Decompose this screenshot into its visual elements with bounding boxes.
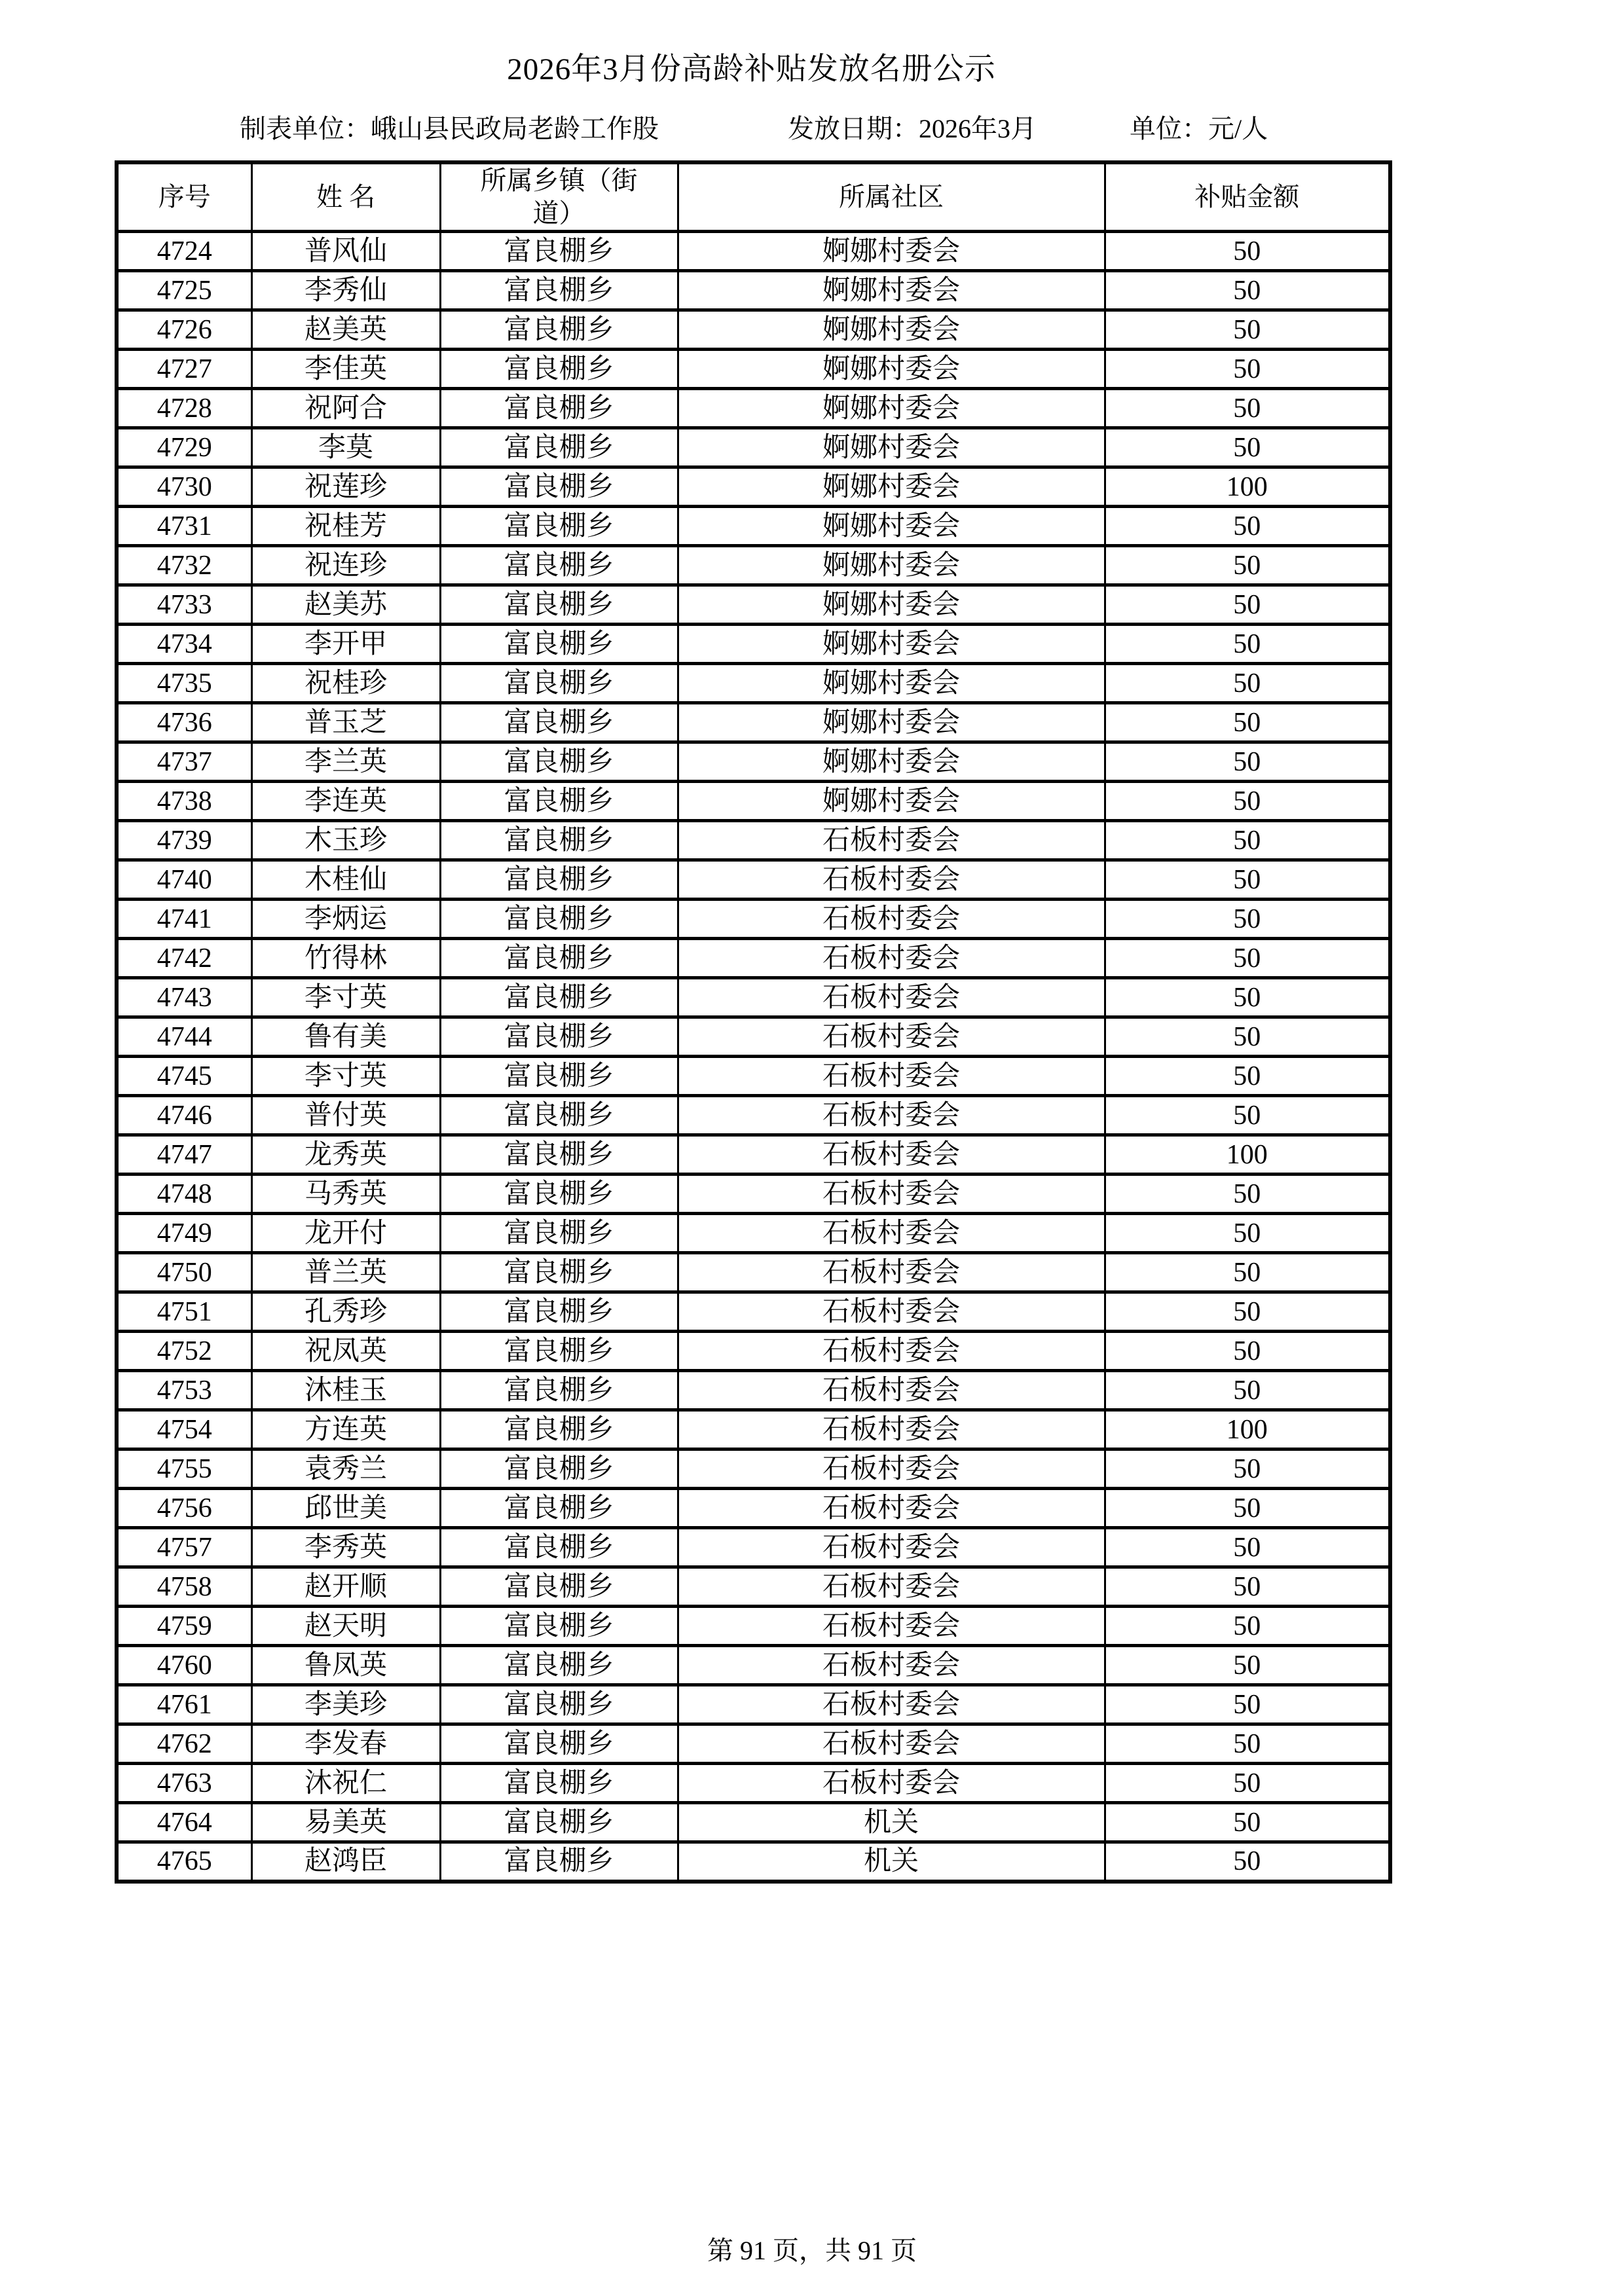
cell-community: 石板村委会 [678,1764,1105,1803]
table-row [117,389,1390,428]
cell-serial: 4731 [117,507,251,546]
cell-serial: 4749 [117,1214,251,1253]
cell-serial: 4748 [117,1175,251,1214]
cell-amount: 50 [1105,742,1390,782]
cell-name: 李炳运 [251,900,440,939]
cell-amount: 50 [1105,585,1390,625]
cell-township: 富良棚乡 [440,1449,678,1489]
cell-community: 石板村委会 [678,860,1105,900]
cell-name: 赵美苏 [251,585,440,625]
cell-township: 富良棚乡 [440,703,678,742]
cell-serial: 4761 [117,1685,251,1724]
cell-name: 邱世美 [251,1489,440,1528]
cell-township: 富良棚乡 [440,1803,678,1842]
cell-community: 石板村委会 [678,1567,1105,1607]
cell-township: 富良棚乡 [440,742,678,782]
table-row [117,1724,1390,1764]
cell-township: 富良棚乡 [440,428,678,467]
cell-serial: 4738 [117,782,251,821]
cell-community: 婀娜村委会 [678,232,1105,271]
table-row [117,1764,1390,1803]
table-row [117,310,1390,350]
cell-name: 祝桂芳 [251,507,440,546]
cell-amount: 50 [1105,1057,1390,1096]
cell-name: 孔秀珍 [251,1292,440,1332]
cell-name: 李连英 [251,782,440,821]
cell-community: 婀娜村委会 [678,467,1105,507]
header-name [251,162,440,232]
cell-serial: 4733 [117,585,251,625]
cell-amount: 50 [1105,1371,1390,1410]
cell-serial: 4742 [117,939,251,978]
table-row [117,507,1390,546]
cell-amount: 50 [1105,939,1390,978]
cell-serial: 4744 [117,1017,251,1057]
cell-community: 石板村委会 [678,1607,1105,1646]
table-row [117,467,1390,507]
cell-amount: 50 [1105,664,1390,703]
cell-township: 富良棚乡 [440,467,678,507]
cell-amount: 50 [1105,1449,1390,1489]
cell-serial: 4724 [117,232,251,271]
header-township [440,162,678,232]
table-row [117,1410,1390,1449]
cell-name: 普玉芝 [251,703,440,742]
cell-serial: 4764 [117,1803,251,1842]
cell-serial: 4759 [117,1607,251,1646]
cell-township: 富良棚乡 [440,664,678,703]
cell-name: 赵天明 [251,1607,440,1646]
cell-name: 祝莲珍 [251,467,440,507]
cell-name: 易美英 [251,1803,440,1842]
table-row [117,900,1390,939]
cell-amount: 50 [1105,1567,1390,1607]
cell-serial: 4732 [117,546,251,585]
cell-community: 石板村委会 [678,1253,1105,1292]
cell-name: 李寸英 [251,1057,440,1096]
cell-township: 富良棚乡 [440,939,678,978]
table-row [117,703,1390,742]
table-row [117,782,1390,821]
table-row [117,546,1390,585]
cell-name: 祝阿合 [251,389,440,428]
cell-amount: 50 [1105,1607,1390,1646]
cell-community: 婀娜村委会 [678,742,1105,782]
cell-amount: 50 [1105,1489,1390,1528]
table-row [117,1803,1390,1842]
table-row [117,1685,1390,1724]
cell-serial: 4728 [117,389,251,428]
cell-serial: 4754 [117,1410,251,1449]
cell-community: 婀娜村委会 [678,625,1105,664]
cell-community: 石板村委会 [678,1332,1105,1371]
table-row [117,860,1390,900]
cell-community: 婀娜村委会 [678,664,1105,703]
cell-township: 富良棚乡 [440,860,678,900]
cell-community: 石板村委会 [678,1017,1105,1057]
cell-community: 婀娜村委会 [678,546,1105,585]
cell-township: 富良棚乡 [440,782,678,821]
table-row [117,1332,1390,1371]
cell-township: 富良棚乡 [440,625,678,664]
header-amount-label: 补贴金额 [1194,182,1300,211]
table-header-row [117,162,1390,232]
cell-township: 富良棚乡 [440,350,678,389]
cell-serial: 4756 [117,1489,251,1528]
cell-name: 龙秀英 [251,1135,440,1175]
table-row [117,1489,1390,1528]
cell-community: 石板村委会 [678,1292,1105,1332]
table-row [117,664,1390,703]
cell-township: 富良棚乡 [440,1371,678,1410]
cell-township: 富良棚乡 [440,271,678,310]
cell-community: 婀娜村委会 [678,350,1105,389]
cell-amount: 50 [1105,1332,1390,1371]
cell-amount: 100 [1105,467,1390,507]
cell-amount: 50 [1105,1017,1390,1057]
table-row [117,1292,1390,1332]
cell-community: 婀娜村委会 [678,271,1105,310]
cell-serial: 4751 [117,1292,251,1332]
table-row [117,271,1390,310]
cell-amount: 100 [1105,1410,1390,1449]
table-row [117,585,1390,625]
cell-township: 富良棚乡 [440,1567,678,1607]
cell-amount: 50 [1105,1175,1390,1214]
cell-amount: 50 [1105,1685,1390,1724]
table-row [117,350,1390,389]
cell-township: 富良棚乡 [440,1057,678,1096]
cell-community: 婀娜村委会 [678,703,1105,742]
cell-serial: 4737 [117,742,251,782]
cell-community: 石板村委会 [678,1528,1105,1567]
cell-serial: 4743 [117,978,251,1017]
cell-serial: 4740 [117,860,251,900]
cell-township: 富良棚乡 [440,1096,678,1135]
cell-amount: 50 [1105,1214,1390,1253]
cell-amount: 50 [1105,1724,1390,1764]
cell-name: 李秀英 [251,1528,440,1567]
cell-serial: 4729 [117,428,251,467]
cell-community: 婀娜村委会 [678,585,1105,625]
cell-community: 石板村委会 [678,1724,1105,1764]
cell-community: 石板村委会 [678,1410,1105,1449]
cell-name: 竹得林 [251,939,440,978]
cell-township: 富良棚乡 [440,1410,678,1449]
cell-community: 石板村委会 [678,1175,1105,1214]
cell-amount: 50 [1105,1803,1390,1842]
cell-community: 石板村委会 [678,1135,1105,1175]
cell-township: 富良棚乡 [440,821,678,860]
issue-date-label: 发放日期：2026年3月 [788,114,1037,143]
table-row [117,1057,1390,1096]
table-row [117,1253,1390,1292]
table-row [117,1528,1390,1567]
cell-community: 婀娜村委会 [678,507,1105,546]
table-row [117,1842,1390,1882]
cell-name: 普兰英 [251,1253,440,1292]
cell-township: 富良棚乡 [440,1253,678,1292]
cell-township: 富良棚乡 [440,546,678,585]
cell-serial: 4730 [117,467,251,507]
cell-community: 石板村委会 [678,1057,1105,1096]
cell-community: 婀娜村委会 [678,389,1105,428]
cell-serial: 4741 [117,900,251,939]
cell-name: 祝凤英 [251,1332,440,1371]
cell-township: 富良棚乡 [440,1489,678,1528]
cell-serial: 4736 [117,703,251,742]
cell-community: 婀娜村委会 [678,428,1105,467]
cell-amount: 50 [1105,310,1390,350]
cell-amount: 50 [1105,389,1390,428]
cell-amount: 50 [1105,703,1390,742]
header-township-label: 所属乡镇（街道） [480,166,638,228]
cell-name: 木玉珍 [251,821,440,860]
cell-amount: 50 [1105,860,1390,900]
cell-amount: 50 [1105,1528,1390,1567]
cell-name: 李兰英 [251,742,440,782]
cell-serial: 4726 [117,310,251,350]
header-name-label: 姓 名 [316,182,375,211]
cell-name: 沐桂玉 [251,1371,440,1410]
header-amount [1105,162,1390,232]
cell-name: 沐祝仁 [251,1764,440,1803]
cell-township: 富良棚乡 [440,1724,678,1764]
cell-serial: 4758 [117,1567,251,1607]
cell-community: 石板村委会 [678,1371,1105,1410]
table-row [117,1371,1390,1410]
page-footer: 第 91 页，共 91 页 [707,2236,917,2265]
cell-community: 石板村委会 [678,1646,1105,1685]
header-serial [117,162,251,232]
table-row [117,1567,1390,1607]
table-row [117,1135,1390,1175]
cell-township: 富良棚乡 [440,389,678,428]
cell-name: 李发春 [251,1724,440,1764]
cell-community: 石板村委会 [678,1489,1105,1528]
table-row [117,625,1390,664]
cell-name: 普风仙 [251,232,440,271]
cell-name: 木桂仙 [251,860,440,900]
cell-serial: 4750 [117,1253,251,1292]
table-row [117,232,1390,271]
cell-township: 富良棚乡 [440,1017,678,1057]
table-row [117,428,1390,467]
cell-name: 鲁有美 [251,1017,440,1057]
table-row [117,1646,1390,1685]
table-row [117,939,1390,978]
cell-township: 富良棚乡 [440,585,678,625]
cell-township: 富良棚乡 [440,1135,678,1175]
cell-amount: 50 [1105,1842,1390,1882]
cell-amount: 50 [1105,1292,1390,1332]
table-row [117,1214,1390,1253]
cell-amount: 50 [1105,232,1390,271]
cell-serial: 4752 [117,1332,251,1371]
cell-township: 富良棚乡 [440,232,678,271]
table-body [117,232,1390,1882]
cell-serial: 4735 [117,664,251,703]
cell-name: 方连英 [251,1410,440,1449]
cell-community: 机关 [678,1803,1105,1842]
cell-serial: 4725 [117,271,251,310]
cell-name: 李寸英 [251,978,440,1017]
cell-serial: 4734 [117,625,251,664]
cell-serial: 4755 [117,1449,251,1489]
cell-community: 石板村委会 [678,900,1105,939]
cell-amount: 50 [1105,507,1390,546]
cell-amount: 50 [1105,271,1390,310]
cell-community: 石板村委会 [678,1096,1105,1135]
cell-amount: 50 [1105,782,1390,821]
cell-name: 马秀英 [251,1175,440,1214]
cell-amount: 50 [1105,546,1390,585]
cell-amount: 50 [1105,1096,1390,1135]
cell-name: 赵鸿臣 [251,1842,440,1882]
unit-label: 单位：元/人 [1130,114,1268,143]
cell-township: 富良棚乡 [440,1214,678,1253]
cell-serial: 4747 [117,1135,251,1175]
cell-name: 赵美英 [251,310,440,350]
table-row [117,1175,1390,1214]
cell-community: 石板村委会 [678,1449,1105,1489]
cell-township: 富良棚乡 [440,1842,678,1882]
header-community [678,162,1105,232]
cell-community: 石板村委会 [678,939,1105,978]
cell-township: 富良棚乡 [440,1528,678,1567]
cell-name: 李莫 [251,428,440,467]
cell-community: 婀娜村委会 [678,782,1105,821]
cell-serial: 4745 [117,1057,251,1096]
cell-community: 石板村委会 [678,1214,1105,1253]
cell-amount: 50 [1105,350,1390,389]
cell-name: 赵开顺 [251,1567,440,1607]
cell-serial: 4765 [117,1842,251,1882]
header-serial-label: 序号 [158,182,211,211]
cell-name: 祝桂珍 [251,664,440,703]
cell-name: 李秀仙 [251,271,440,310]
cell-township: 富良棚乡 [440,1332,678,1371]
cell-township: 富良棚乡 [440,978,678,1017]
cell-serial: 4763 [117,1764,251,1803]
cell-amount: 50 [1105,625,1390,664]
cell-amount: 50 [1105,821,1390,860]
table-row [117,1096,1390,1135]
table-row [117,742,1390,782]
cell-community: 石板村委会 [678,978,1105,1017]
cell-serial: 4757 [117,1528,251,1567]
page-title: 2026年3月份高龄补贴发放名册公示 [507,52,996,86]
cell-serial: 4739 [117,821,251,860]
cell-community: 机关 [678,1842,1105,1882]
cell-township: 富良棚乡 [440,310,678,350]
cell-name: 祝连珍 [251,546,440,585]
table-row [117,1449,1390,1489]
cell-township: 富良棚乡 [440,1607,678,1646]
cell-name: 李开甲 [251,625,440,664]
cell-township: 富良棚乡 [440,507,678,546]
cell-amount: 50 [1105,978,1390,1017]
cell-township: 富良棚乡 [440,1764,678,1803]
cell-serial: 4753 [117,1371,251,1410]
cell-community: 石板村委会 [678,1685,1105,1724]
cell-name: 李美珍 [251,1685,440,1724]
cell-amount: 100 [1105,1135,1390,1175]
cell-amount: 50 [1105,1646,1390,1685]
cell-township: 富良棚乡 [440,900,678,939]
cell-township: 富良棚乡 [440,1292,678,1332]
cell-name: 袁秀兰 [251,1449,440,1489]
cell-township: 富良棚乡 [440,1175,678,1214]
subsidy-roster-table [115,160,1392,1884]
meta-line [0,108,1624,141]
cell-name: 龙开付 [251,1214,440,1253]
cell-township: 富良棚乡 [440,1685,678,1724]
cell-amount: 50 [1105,428,1390,467]
header-community-label: 所属社区 [839,182,944,211]
cell-township: 富良棚乡 [440,1646,678,1685]
cell-community: 婀娜村委会 [678,310,1105,350]
table-row [117,1607,1390,1646]
cell-name: 鲁凤英 [251,1646,440,1685]
cell-serial: 4762 [117,1724,251,1764]
cell-serial: 4727 [117,350,251,389]
cell-serial: 4746 [117,1096,251,1135]
cell-amount: 50 [1105,900,1390,939]
cell-amount: 50 [1105,1253,1390,1292]
cell-amount: 50 [1105,1764,1390,1803]
cell-name: 李佳英 [251,350,440,389]
cell-community: 石板村委会 [678,821,1105,860]
table-row [117,978,1390,1017]
table-row [117,1017,1390,1057]
cell-serial: 4760 [117,1646,251,1685]
table-row [117,821,1390,860]
prepared-by-label: 制表单位：峨山县民政局老龄工作股 [240,114,659,143]
cell-name: 普付英 [251,1096,440,1135]
